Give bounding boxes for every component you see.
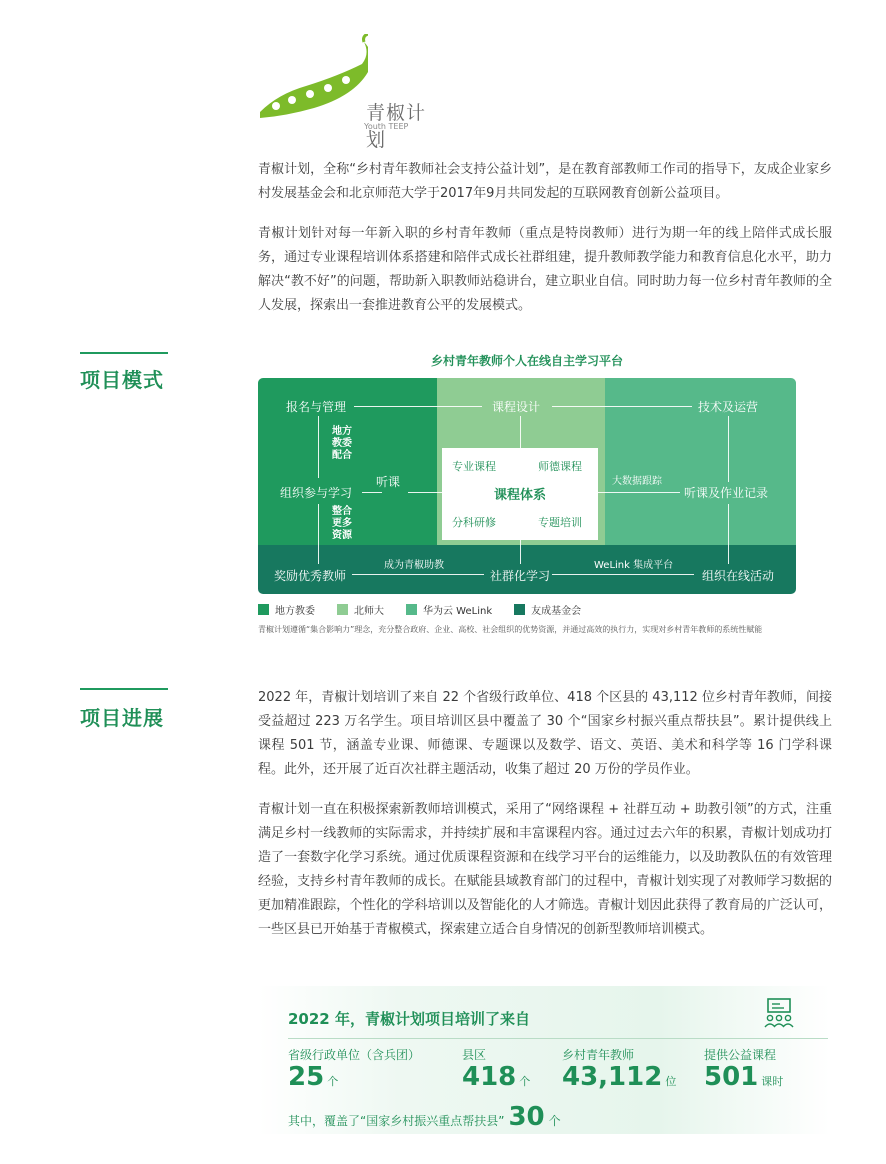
diagram-title: 乡村青年教师个人在线自主学习平台 <box>430 354 623 368</box>
stat-label-teachers: 乡村青年教师 <box>562 1048 635 1062</box>
legend-swatch <box>406 604 417 615</box>
connector-line <box>520 540 521 564</box>
legend-label: 友成基金会 <box>531 606 582 617</box>
stat-unit: 位 <box>665 1075 677 1088</box>
stat-value: 418 <box>462 1062 517 1092</box>
legend-item <box>406 602 492 617</box>
connector-line <box>728 416 729 482</box>
stats-title: 2022 年，青椒计划项目培训了来自 <box>288 1010 530 1028</box>
section-divider <box>80 688 168 690</box>
legend-item <box>258 602 315 617</box>
connector-line <box>552 574 694 575</box>
label-subject-training: 分科研修 <box>452 516 496 529</box>
logo-name-cn: 青椒计划 <box>366 102 427 151</box>
label-professional-course: 专业课程 <box>452 460 496 473</box>
stat-unit: 课时 <box>761 1075 784 1088</box>
label-topic-training: 专题培训 <box>538 516 582 529</box>
legend-swatch <box>337 604 348 615</box>
connector-line <box>318 416 319 478</box>
stats-footer-text: 其中，覆盖了“国家乡村振兴重点帮扶县” <box>288 1114 505 1128</box>
label-course-system: 课程体系 <box>494 488 547 503</box>
classroom-icon <box>762 996 796 1030</box>
connector-line <box>520 416 521 448</box>
label-welink-platform: WeLink 集成平台 <box>594 560 674 571</box>
connector-line <box>728 504 729 564</box>
label-integrate-resources: 整合 更多 资源 <box>332 506 352 541</box>
section-title-mode: 项目模式 <box>80 368 164 392</box>
label-local-support: 地方 教委 配合 <box>332 426 352 461</box>
legend-label: 北师大 <box>354 606 384 617</box>
label-listen-homework: 听课及作业记录 <box>684 486 769 500</box>
progress-paragraph-1: 2022 年，青椒计划培训了来自 22 个省级行政单位、418 个区县的 43,112 位乡村青年教师，间接受益超过 223 万名学生。项目培训区县中覆盖了 30 个“国家乡村振兴重点帮扶县”。累计提供线上课程 501 节，涵盖专业课、师德课、专题课以及数学、语文、英语、美术和科学等 16 门学科课程。此外，还开展了近百次社群主题活动，收集了超过 20 万份的学员作业。 <box>258 690 832 777</box>
legend-swatch <box>514 604 525 615</box>
section-title-progress: 项目进展 <box>80 706 164 730</box>
stat-teachers <box>562 1062 676 1092</box>
diagram-legend <box>258 602 581 617</box>
legend-label: 华为云 WeLink <box>423 606 493 617</box>
connector-line <box>354 406 482 407</box>
label-online-activities: 组织在线活动 <box>702 569 775 583</box>
label-registration: 报名与管理 <box>286 400 347 414</box>
course-system-box <box>442 448 598 540</box>
stats-footer-value: 30 <box>508 1102 545 1132</box>
stat-provinces <box>288 1062 338 1092</box>
connector-line <box>362 492 382 493</box>
label-reward-teachers: 奖励优秀教师 <box>274 569 347 583</box>
stat-unit: 个 <box>519 1075 531 1088</box>
stat-unit: 个 <box>327 1075 339 1088</box>
label-course-design: 课程设计 <box>492 400 541 414</box>
pepper-logo-icon <box>258 34 368 134</box>
stat-label-counties: 县区 <box>462 1048 487 1062</box>
label-listen: 听课 <box>376 475 401 489</box>
intro-paragraph-1: 青椒计划，全称“乡村青年教师社会支持公益计划”，是在教育部教师工作司的指导下，友成企业家乡村发展基金会和北京师范大学于2017年9月共同发起的互联网教育创新公益项目。 <box>258 162 832 201</box>
connector-line <box>552 406 692 407</box>
legend-label: 地方教委 <box>275 606 315 617</box>
legend-item <box>337 602 384 617</box>
stat-label-provinces: 省级行政单位（含兵团） <box>288 1048 421 1062</box>
stat-value: 501 <box>704 1062 759 1092</box>
stats-panel <box>258 986 830 1134</box>
connector-line <box>352 574 484 575</box>
stats-divider <box>288 1038 828 1039</box>
label-tech-operation: 技术及运营 <box>698 400 759 414</box>
logo-name-en: Youth TEEP <box>364 122 409 131</box>
legend-item <box>514 602 581 617</box>
label-become-assistant: 成为青椒助教 <box>384 560 444 571</box>
legend-swatch <box>258 604 269 615</box>
label-ethics-course: 师德课程 <box>538 460 582 473</box>
stat-value: 43,112 <box>562 1062 663 1092</box>
label-organize-learning: 组织参与学习 <box>280 486 353 500</box>
connector-line <box>318 504 319 564</box>
stat-courses <box>704 1062 783 1092</box>
intro-paragraph-2: 青椒计划针对每一年新入职的乡村青年教师（重点是特岗教师）进行为期一年的线上陪伴式成长服务，通过专业课程培训体系搭建和陪伴式成长社群组建，提升教师教学能力和教育信息化水平，助力解决“教不好”的问题，帮助新入职教师站稳讲台，建立职业自信。同时助力每一位乡村青年教师的全人发展，探索出一套推进教育公平的发展模式。 <box>258 226 832 313</box>
stats-footer <box>288 1102 561 1132</box>
stat-counties <box>462 1062 530 1092</box>
platform-diagram <box>258 378 796 594</box>
stat-label-courses: 提供公益课程 <box>704 1048 777 1062</box>
label-community-learning: 社群化学习 <box>490 569 551 583</box>
stat-value: 25 <box>288 1062 325 1092</box>
progress-paragraph-2: 青椒计划一直在积极探索新教师培训模式，采用了“网络课程 + 社群互动 + 助教引领”的方式，注重满足乡村一线教师的实际需求，并持续扩展和丰富课程内容。通过过去六年的积累，青椒计划成功打造了一套数字化学习系统。通过优质课程资源和在线学习平台的运维能力，以及助教队伍的有效管理经验，支持乡村青年教师的成长。在赋能县域教育部门的过程中，青椒计划实现了对教师学习数据的更加精准跟踪，个性化的学科培训以及智能化的人才筛选。青椒计划因此获得了教育局的广泛认可，一些区县已开始基于青椒模式，探索建立适合自身情况的创新型教师培训模式。 <box>258 802 832 937</box>
stats-footer-unit: 个 <box>548 1114 561 1128</box>
section-divider <box>80 352 168 354</box>
label-big-data: 大数据跟踪 <box>612 476 662 487</box>
logo <box>258 34 438 151</box>
diagram-note: 青椒计划遵循“集合影响力”理念，充分整合政府、企业、高校、社会组织的优势资源，并通过高效的执行力，实现对乡村青年教师的系统性赋能 <box>258 625 763 634</box>
